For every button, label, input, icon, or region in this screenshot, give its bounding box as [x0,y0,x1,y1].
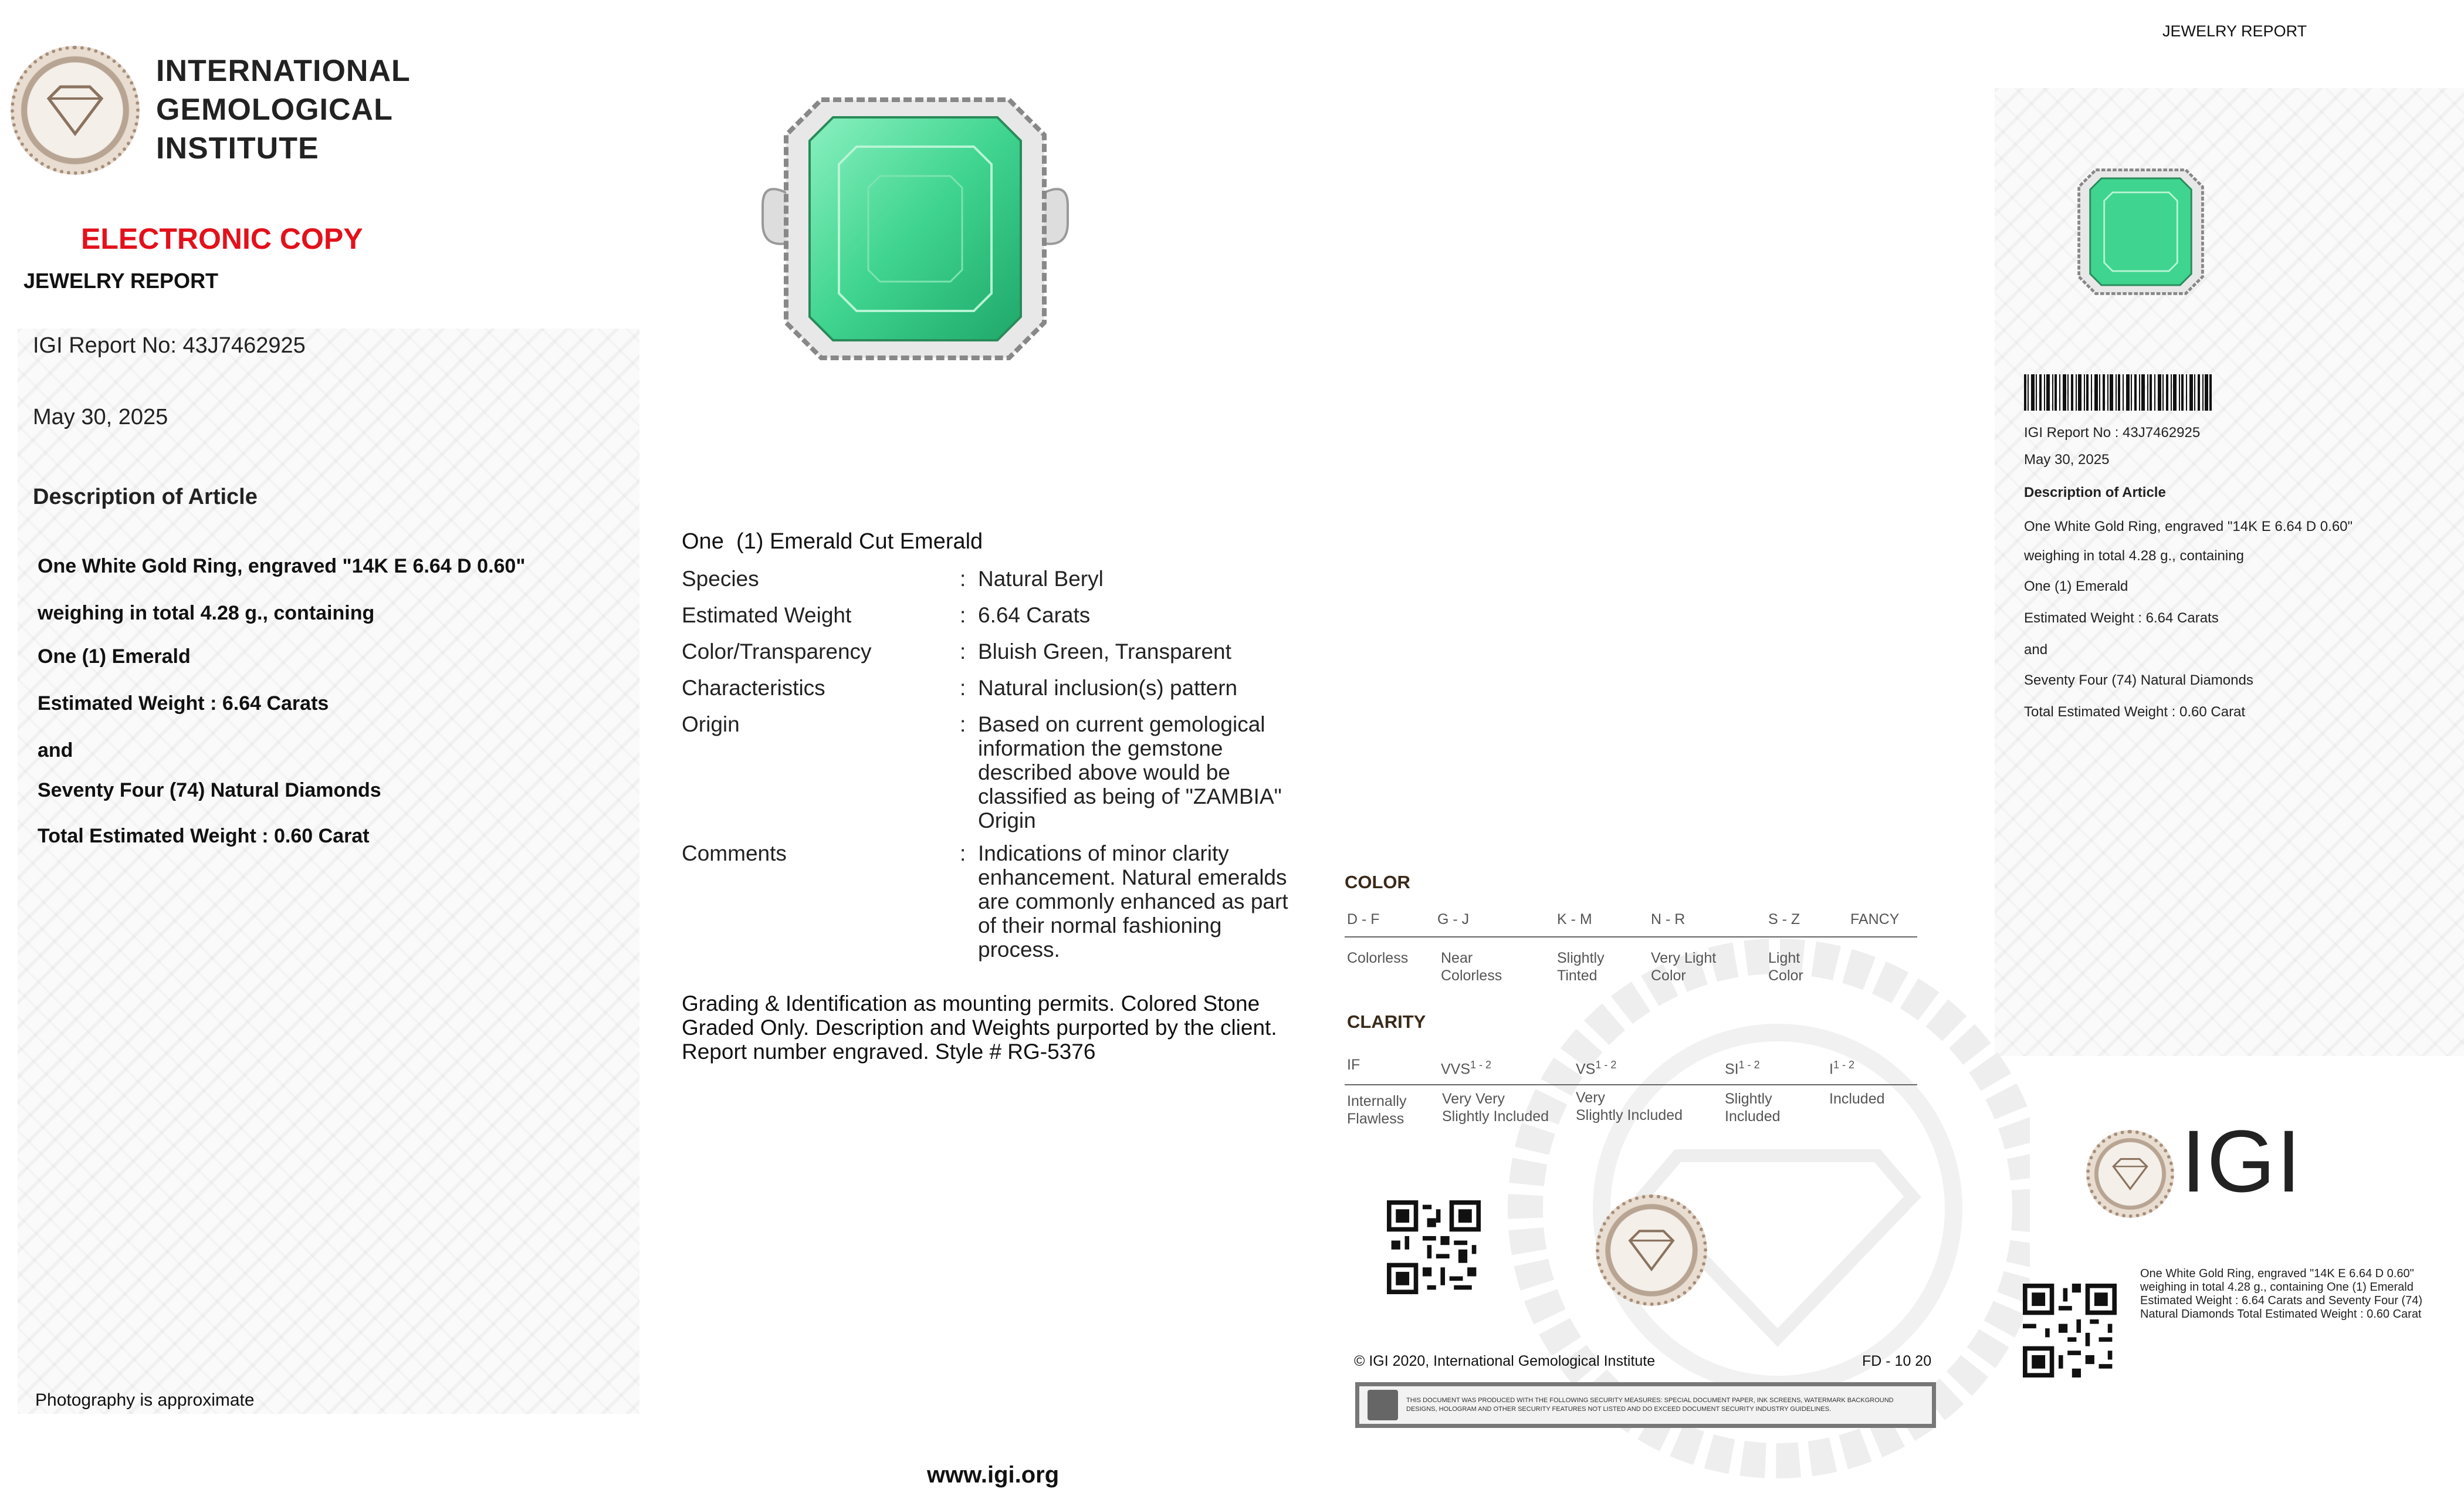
emerald-ring-thumbnail [2056,164,2226,299]
spec-label: Origin [682,712,740,736]
description-line: Seventy Four (74) Natural Diamonds [38,779,381,801]
clarity-grade-label: SI [1725,1061,1739,1078]
report-type: JEWELRY REPORT [23,269,219,293]
spec-colon: : [960,841,966,865]
clarity-scale-divider [1345,1084,1917,1085]
spec-colon: : [960,567,966,591]
photo-note: Photography is approximate [35,1390,255,1410]
clarity-grade-sup: 1 - 2 [1833,1059,1854,1071]
color-grade: K - M [1557,911,1592,928]
clarity-desc: Internally Flawless [1347,1093,1407,1127]
spec-row-characteristics [682,676,1327,702]
clarity-grade-sup: 1 - 2 [1470,1059,1492,1071]
clarity-grade [1829,1056,1854,1078]
stub-report-type: JEWELRY REPORT [2162,22,2307,40]
website: www.igi.org [927,1462,1060,1488]
clarity-grade-sup: 1 - 2 [1738,1059,1760,1071]
org-name-line3: INSTITUTE [156,131,319,165]
color-desc: Slightly Tinted [1557,950,1605,984]
spec-value: 6.64 Carats [978,603,1091,627]
spec-value: Bluish Green, Transparent [978,639,1231,664]
spec-label: Color/Transparency [682,639,872,664]
color-desc: Near Colorless [1441,950,1502,984]
color-grade: FANCY [1850,911,1900,928]
igi-seal-logo [11,46,140,175]
color-scale-divider [1345,936,1917,937]
stub-line: Total Estimated Weight : 0.60 Carat [2024,704,2246,720]
spec-value: Based on current gemological information the gemstone described above would be classified as being of "ZAMBIA" Origin [978,712,1282,832]
stub-line: One White Gold Ring, engraved "14K E 6.64 D 0.60" [2024,519,2353,534]
specs-heading: One (1) Emerald Cut Emerald [682,529,983,554]
stub-line: Seventy Four (74) Natural Diamonds [2024,672,2253,688]
stub-qr-code [2023,1284,2117,1377]
clarity-desc: Slightly Included [1725,1091,1781,1125]
description-line: and [38,739,73,761]
spec-colon: : [960,639,966,664]
spec-row-weight [682,603,1327,629]
report-date: May 30, 2025 [33,405,168,429]
color-grade: N - R [1651,911,1685,928]
spec-label: Species [682,567,759,591]
clarity-scale-title: CLARITY [1347,1011,1426,1032]
qr-code [1387,1200,1481,1294]
lock-icon [1368,1390,1398,1420]
security-box [1355,1382,1936,1428]
spec-row-origin [682,712,1327,835]
clarity-grade: IF [1347,1057,1360,1073]
spec-colon: : [960,676,966,700]
clarity-desc: Very Slightly Included [1576,1089,1683,1123]
description-line: Estimated Weight : 6.64 Carats [38,692,329,715]
report-number: IGI Report No: 43J7462925 [33,333,306,358]
org-name-line1: INTERNATIONAL [156,54,411,88]
spec-colon: : [960,712,966,736]
spec-label: Characteristics [682,676,825,700]
stub-date: May 30, 2025 [2024,452,2110,468]
spec-value: Natural Beryl [978,567,1104,591]
diamond-icon [2110,1157,2151,1191]
stub-report-number: IGI Report No : 43J7462925 [2024,425,2201,441]
spec-row-color [682,639,1327,666]
stub-description-title: Description of Article [2024,485,2166,500]
clarity-grade [1725,1056,1760,1078]
copyright: © IGI 2020, International Gemological Institute [1354,1353,1656,1369]
grading-note: Grading & Identification as mounting permits. Colored Stone Graded Only. Description and Weights purported by the client. Report number engraved. Style # RG-5376 [682,991,1277,1064]
spec-row-comments [682,841,1327,964]
spec-row-species [682,567,1327,593]
security-text: THIS DOCUMENT WAS PRODUCED WITH THE FOLLOWING SECURITY MEASURES: SPECIAL DOCUMENT PAPER, INK SCREENS, WATERMARK BACKGROUND DESIGNS, HOLOGRAM AND OTHER SECURITY FEATURES NOT LISTED AND DO EXCEED DOCUMENT SECURITY INDUSTRY GUIDELINES. [1406,1397,1894,1413]
clarity-grade [1441,1056,1491,1078]
description-line: One White Gold Ring, engraved "14K E 6.64 D 0.60" [38,555,526,577]
clarity-desc: Very Very Slightly Included [1442,1091,1549,1125]
org-name-line2: GEMOLOGICAL [156,93,393,127]
clarity-grade-label: VS [1576,1061,1596,1078]
igi-seal-small [1596,1194,1707,1306]
color-grade: G - J [1437,911,1470,928]
color-scale-title: COLOR [1345,872,1410,892]
clarity-grade-sup: 1 - 2 [1595,1059,1617,1071]
clarity-grade [1576,1056,1616,1078]
stub-line: One (1) Emerald [2024,578,2128,594]
emerald-ring-photo [757,88,1074,370]
diamond-icon [43,84,107,137]
color-grade: D - F [1347,911,1380,928]
description-line: Total Estimated Weight : 0.60 Carat [38,825,370,847]
description-line: weighing in total 4.28 g., containing [38,602,375,624]
diamond-icon [1625,1228,1678,1272]
color-desc: Very Light Color [1651,950,1717,984]
stub-qr-caption: One White Gold Ring, engraved "14K E 6.64 D 0.60" weighing in total 4.28 g., containing One (1) Emerald Estimated Weight : 6.64 Carats and Seventy Four (74) Natural Diamonds Total Estimated Weight : 0.60 Carat [2140,1267,2422,1321]
electronic-copy-label: ELECTRONIC COPY [81,222,363,255]
stub-line: Estimated Weight : 6.64 Carats [2024,610,2219,626]
description-line: One (1) Emerald [38,645,191,668]
spec-label: Estimated Weight [682,603,852,627]
clarity-grade-label: I [1829,1061,1833,1078]
stub-line: weighing in total 4.28 g., containing [2024,548,2244,564]
clarity-grade-label: VVS [1441,1061,1471,1078]
color-desc: Light Color [1768,950,1803,984]
spec-colon: : [960,603,966,627]
color-grade: S - Z [1768,911,1800,928]
spec-value: Natural inclusion(s) pattern [978,676,1238,700]
barcode [2024,374,2212,411]
form-code: FD - 10 20 [1862,1353,1932,1369]
description-title: Description of Article [33,485,258,509]
igi-logo-text: IGI [2181,1112,2303,1210]
color-desc: Colorless [1347,950,1409,966]
igi-seal-stub [2086,1130,2174,1218]
clarity-desc: Included [1829,1091,1885,1107]
spec-value: Indications of minor clarity enhancement. Natural emeralds are commonly enhanced as part of their normal fashioning process. [978,841,1288,962]
stub-line: and [2024,642,2048,658]
spec-label: Comments [682,841,787,865]
